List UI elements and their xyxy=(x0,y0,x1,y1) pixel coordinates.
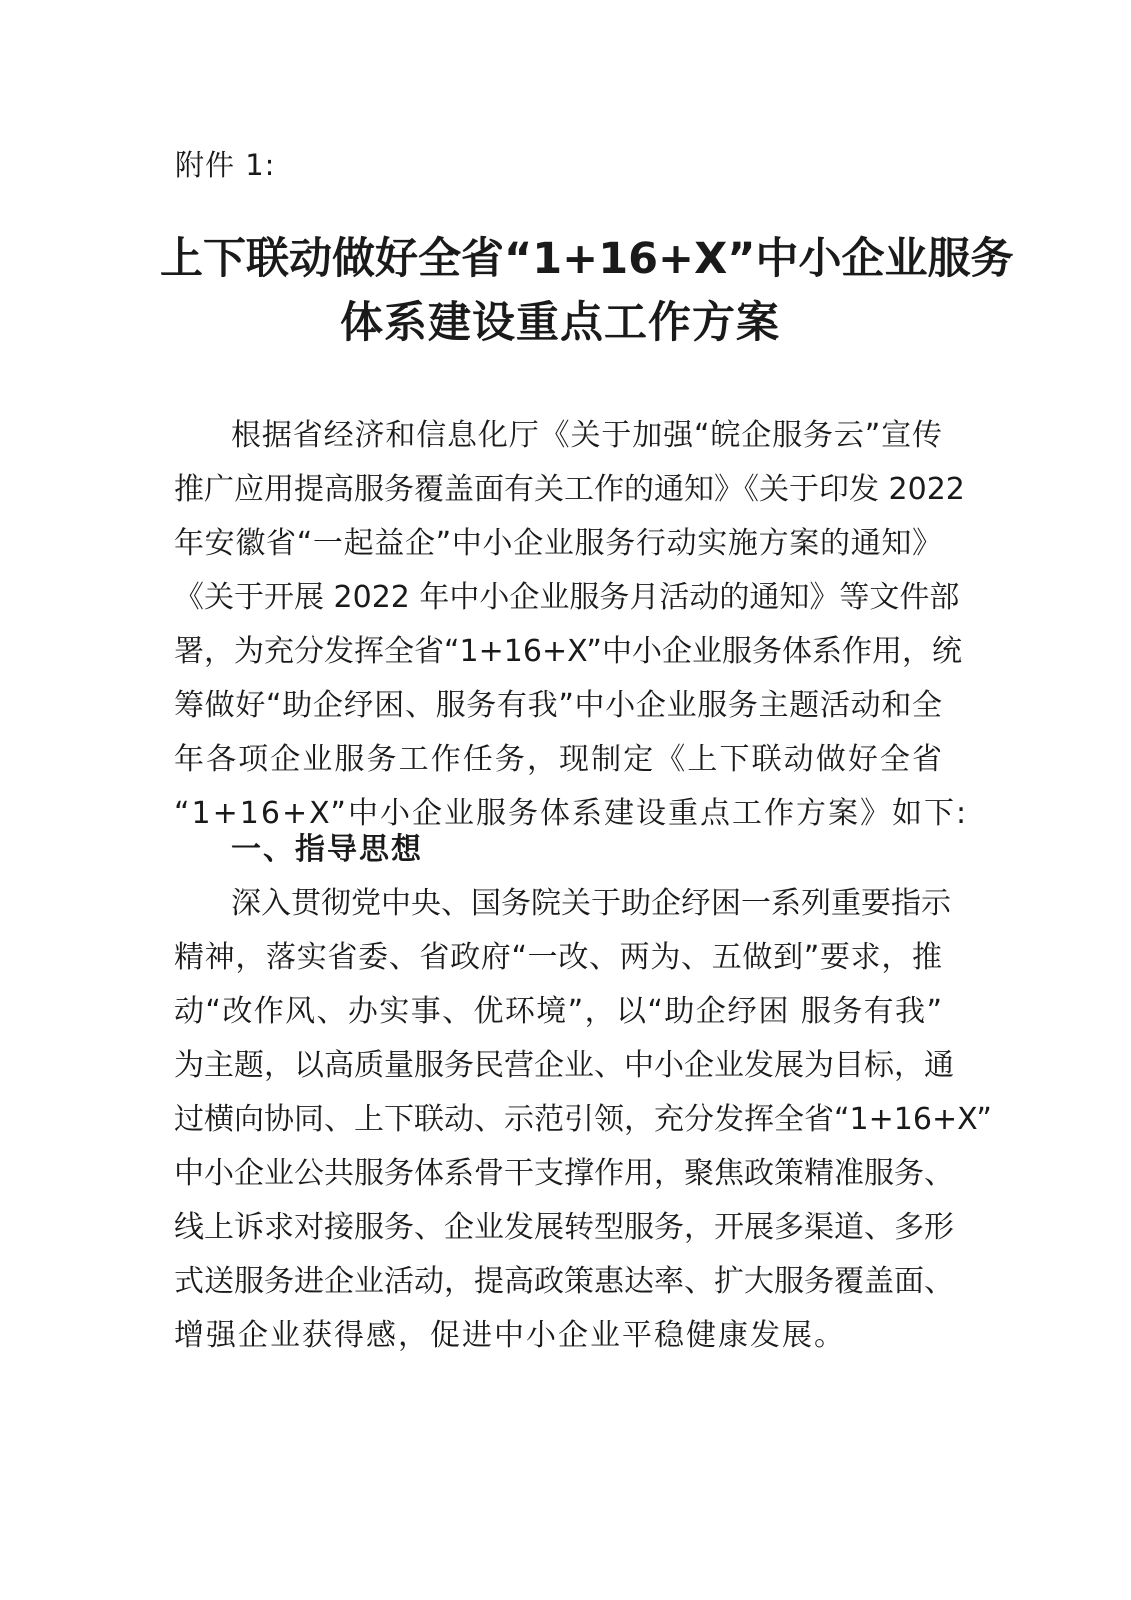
section-paragraph-line: 增强企业获得感，促进中小企业平稳健康发展。 xyxy=(174,1318,846,1353)
section-paragraph-line: 动“改作风、办实事、优环境”，以“助企纾困 服务有我” xyxy=(174,994,942,1029)
document-title-line-1: 上下联动做好全省“1+16+X”中小企业服务 xyxy=(160,234,1014,284)
intro-paragraph-line: 年安徽省“一起益企”中小企业服务行动实施方案的通知》 xyxy=(174,526,942,561)
section-paragraph-line: 精神，落实省委、省政府“一改、两为、五做到”要求，推 xyxy=(174,940,942,975)
section-paragraph-line: 式送服务进企业活动，提高政策惠达率、扩大服务覆盖面、 xyxy=(174,1264,954,1299)
attachment-label: 附件 1: xyxy=(175,148,276,182)
intro-paragraph-line: “1+16+X”中小企业服务体系建设重点工作方案》如下: xyxy=(174,796,969,831)
section-paragraph-line: 为主题，以高质量服务民营企业、中小企业发展为目标，通 xyxy=(174,1048,954,1083)
intro-paragraph-line: 根据省经济和信息化厅《关于加强“皖企服务云”宣传 xyxy=(231,418,942,453)
document-title-line-2: 体系建设重点工作方案 xyxy=(340,298,780,348)
section-paragraph-line: 线上诉求对接服务、企业发展转型服务，开展多渠道、多形 xyxy=(174,1210,954,1245)
section-paragraph-line: 过横向协同、上下联动、示范引领，充分发挥全省“1+16+X” xyxy=(174,1102,992,1137)
section-heading: 一、指导思想 xyxy=(231,832,423,867)
intro-paragraph-line: 署，为充分发挥全省“1+16+X”中小企业服务体系作用，统 xyxy=(174,634,962,669)
intro-paragraph-line: 推广应用提高服务覆盖面有关工作的通知》《关于印发 2022 xyxy=(174,472,965,507)
intro-paragraph-line: 年各项企业服务工作任务，现制定《上下联动做好全省 xyxy=(174,742,942,777)
section-paragraph-line: 中小企业公共服务体系骨干支撑作用，聚焦政策精准服务、 xyxy=(174,1156,954,1191)
section-paragraph-line: 深入贯彻党中央、国务院关于助企纾困一系列重要指示 xyxy=(231,886,951,921)
intro-paragraph-line: 筹做好“助企纾困、服务有我”中小企业服务主题活动和全 xyxy=(174,688,942,723)
intro-paragraph-line: 《关于开展 2022 年中小企业服务月活动的通知》等文件部 xyxy=(174,580,960,615)
